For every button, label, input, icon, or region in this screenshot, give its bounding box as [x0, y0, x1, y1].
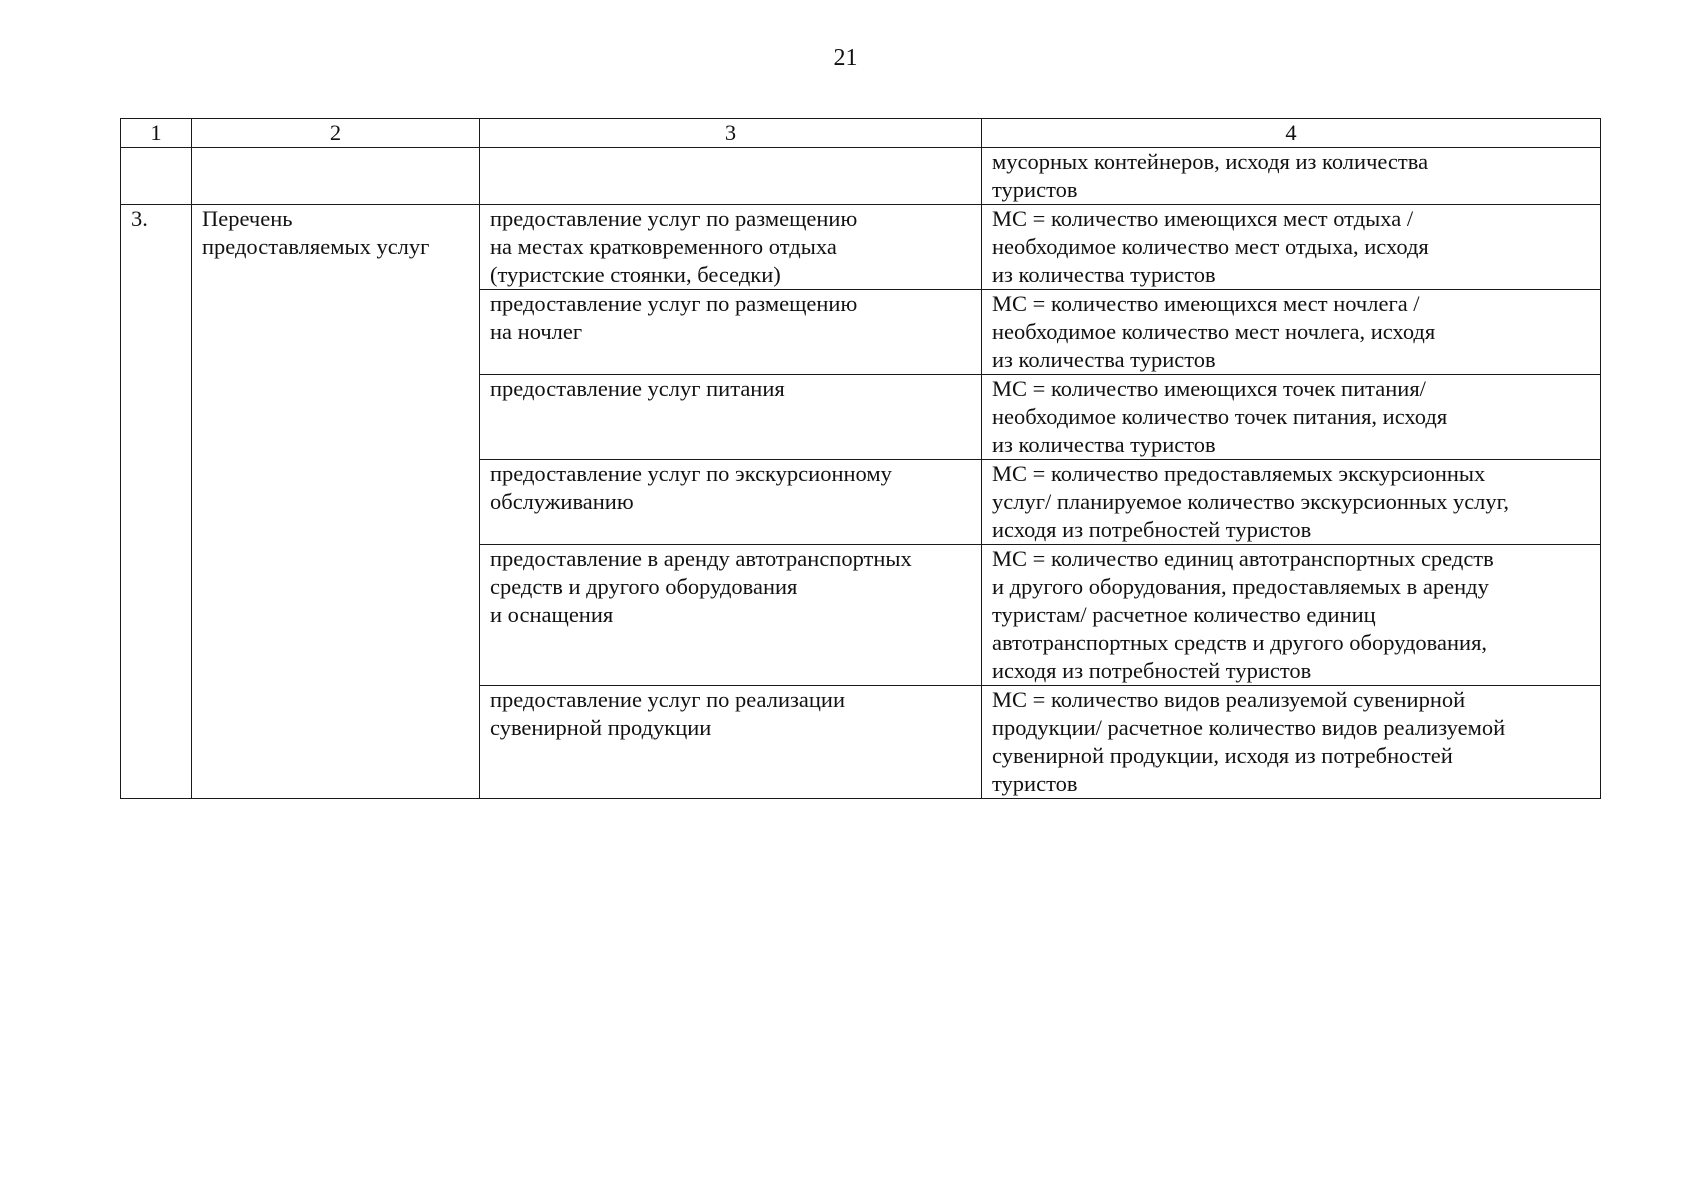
column-header-3: 3	[480, 119, 982, 148]
formula-cell: МС = количество предоставляемых экскурсионных услуг/ планируемое количество экскурсионных услуг, исходя из потребностей туристов	[982, 460, 1601, 545]
column-header-2: 2	[192, 119, 480, 148]
formula-cell: МС = количество имеющихся мест отдыха / необходимое количество мест отдыха, исходя из количества туристов	[982, 205, 1601, 290]
continuation-cell-2	[192, 148, 480, 205]
service-cell: предоставление услуг по размещению на ночлег	[480, 290, 982, 375]
table-row	[121, 205, 1601, 290]
formula-cell: МС = количество единиц автотранспортных средств и другого оборудования, предоставляемых в аренду туристам/ расчетное количество единиц автотранспортных средств и другого оборудования, исходя из потребностей туристов	[982, 545, 1601, 686]
page-number: 21	[833, 45, 858, 71]
continuation-cell-3	[480, 148, 982, 205]
service-cell: предоставление услуг по реализации сувенирной продукции	[480, 686, 982, 799]
formula-cell: МС = количество имеющихся точек питания/ необходимое количество точек питания, исходя из количества туристов	[982, 375, 1601, 460]
column-header-4: 4	[982, 119, 1601, 148]
service-cell: предоставление услуг по размещению на местах кратковременного отдыха (туристские стоянки, беседки)	[480, 205, 982, 290]
column-number-row	[121, 119, 1601, 148]
formula-cell: МС = количество видов реализуемой сувенирной продукции/ расчетное количество видов реализуемой сувенирной продукции, исходя из потребностей туристов	[982, 686, 1601, 799]
service-cell: предоставление в аренду автотранспортных средств и другого оборудования и оснащения	[480, 545, 982, 686]
continuation-row	[121, 148, 1601, 205]
section-title: Перечень предоставляемых услуг	[192, 205, 480, 799]
section-number: 3.	[121, 205, 192, 799]
service-cell: предоставление услуг питания	[480, 375, 982, 460]
continuation-cell-4: мусорных контейнеров, исходя из количества туристов	[982, 148, 1601, 205]
service-cell: предоставление услуг по экскурсионному обслуживанию	[480, 460, 982, 545]
column-header-1: 1	[121, 119, 192, 148]
formula-cell: МС = количество имеющихся мест ночлега / необходимое количество мест ночлега, исходя из количества туристов	[982, 290, 1601, 375]
services-table	[120, 118, 1601, 799]
continuation-cell-1	[121, 148, 192, 205]
